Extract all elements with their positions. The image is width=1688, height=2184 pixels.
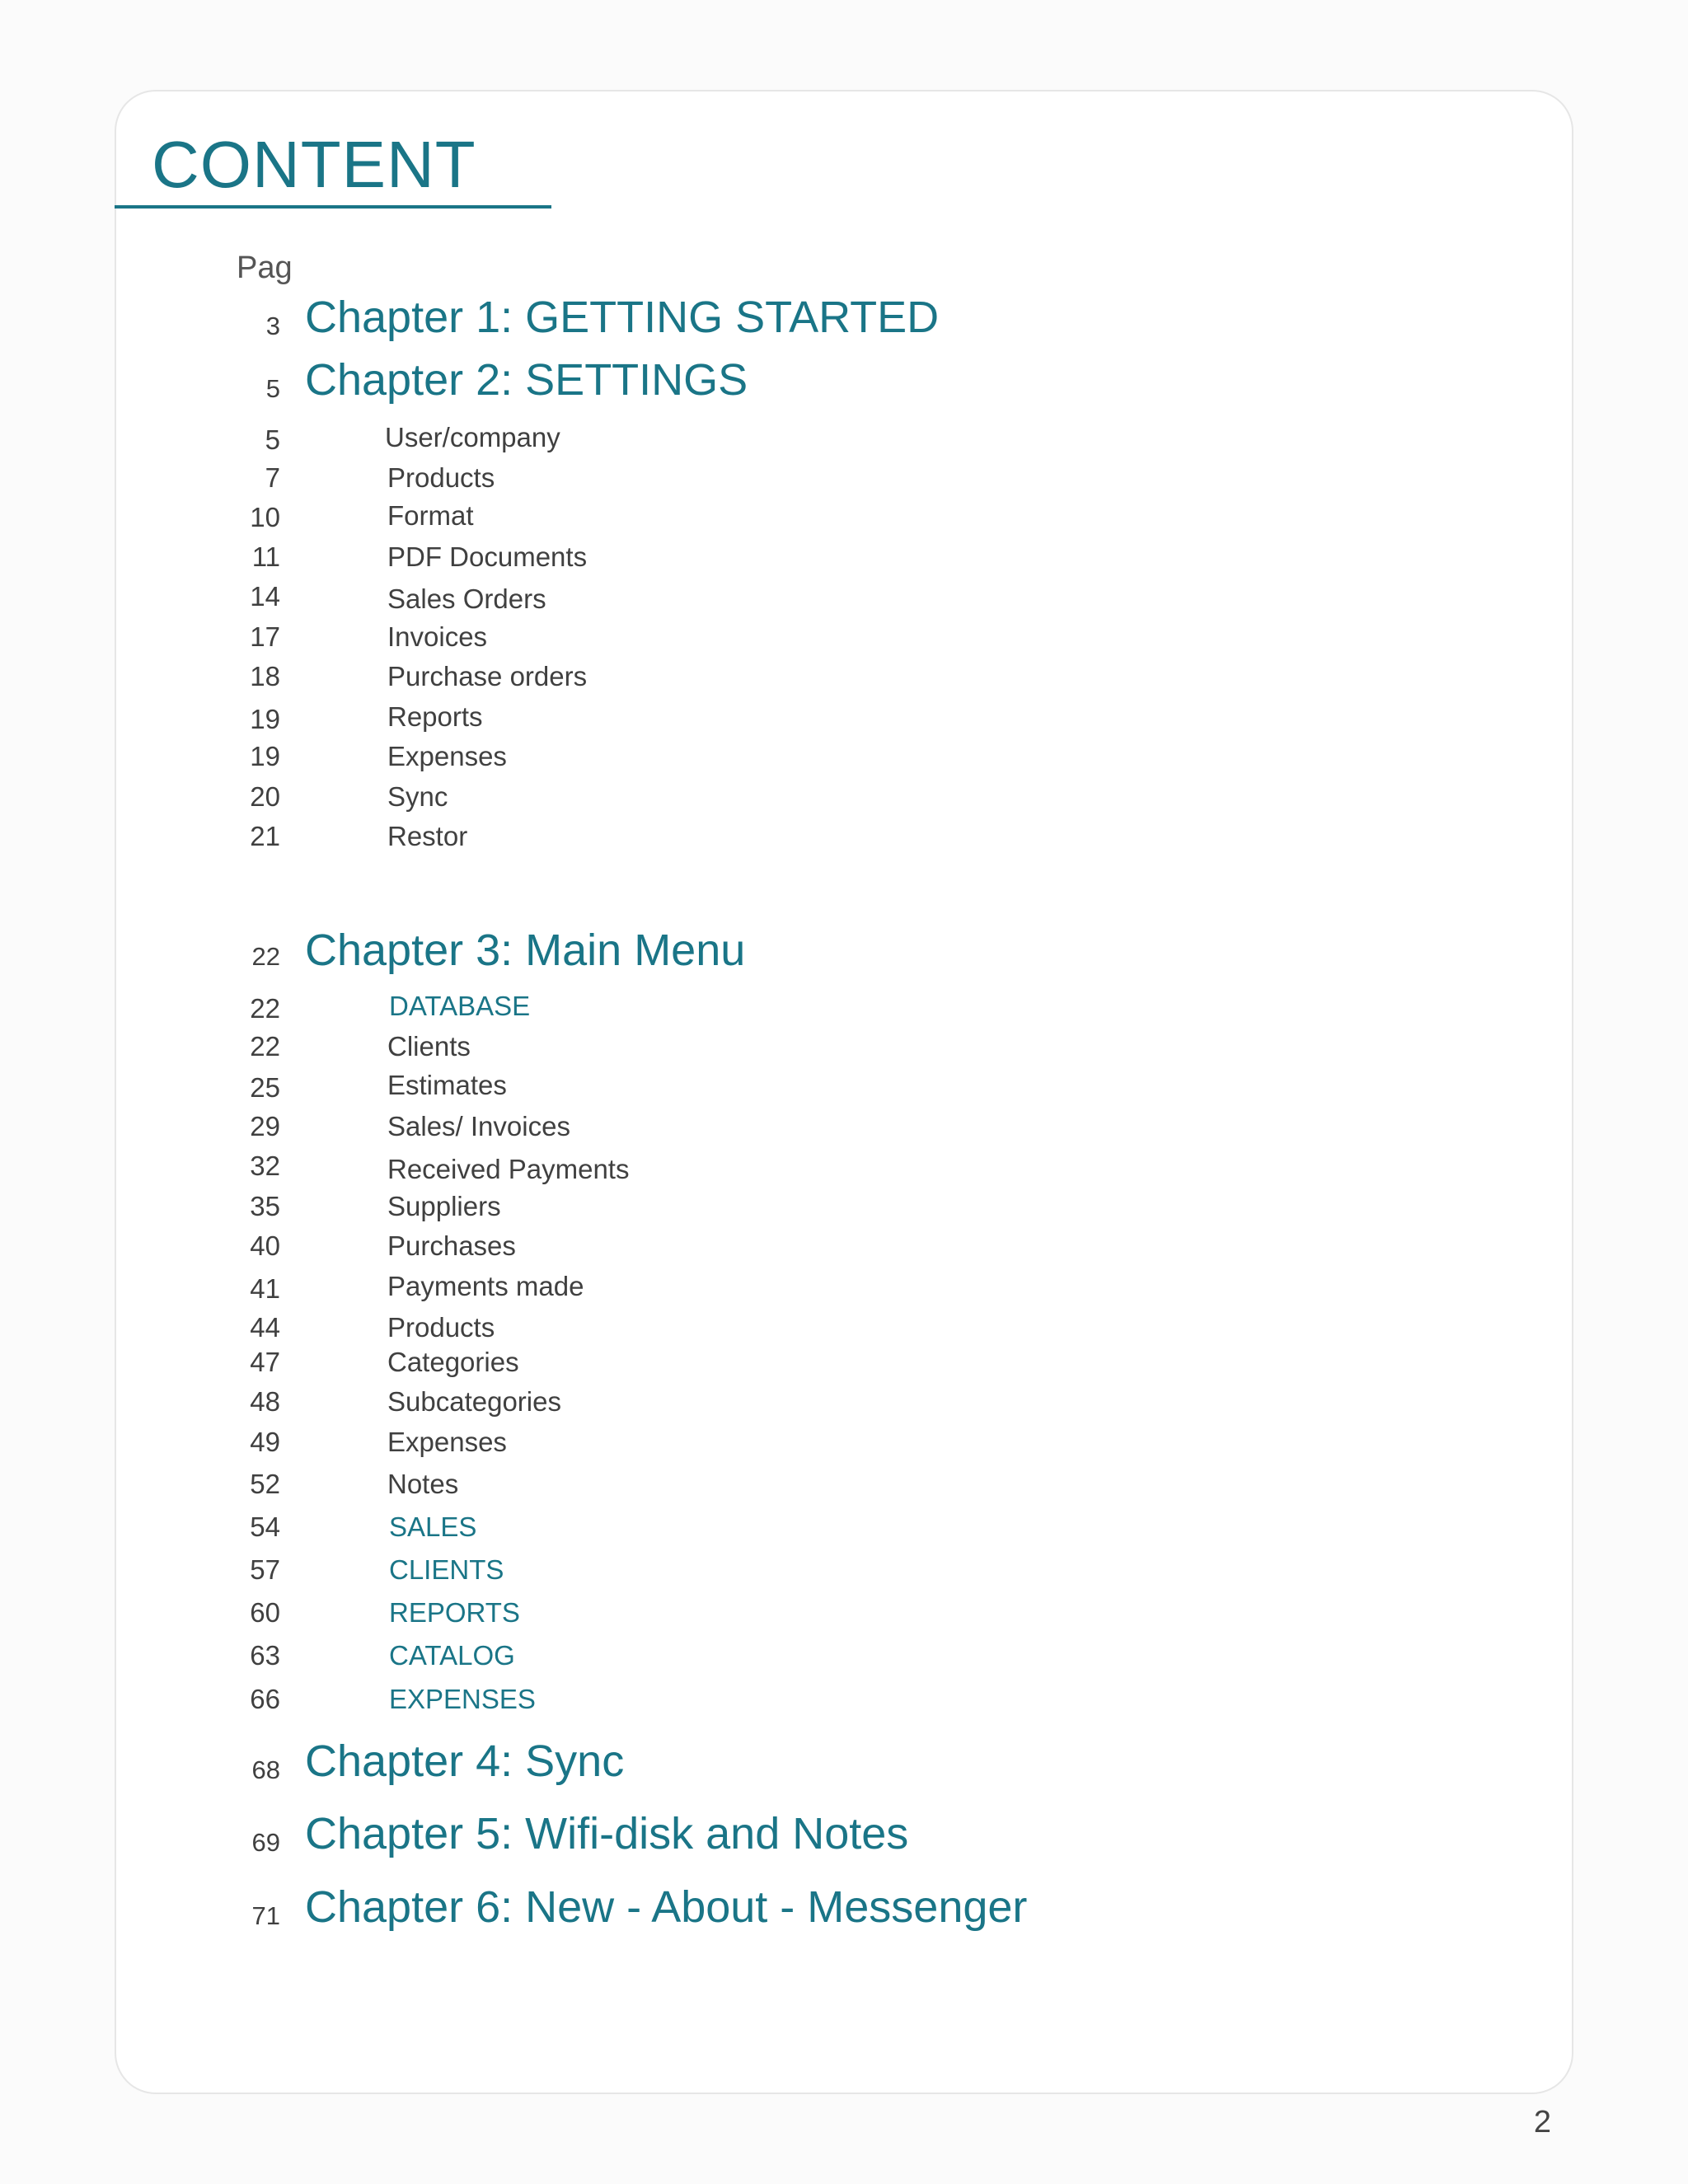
toc-item-title: Invoices — [387, 621, 488, 652]
toc-item-title: Estimates — [387, 1070, 507, 1100]
toc-page-number: 69 — [251, 1828, 280, 1857]
toc-item-title: PDF Documents — [387, 541, 588, 572]
toc-item-title: Reports — [387, 701, 483, 732]
toc-section-title: SALES — [389, 1511, 477, 1542]
toc-page-number: 5 — [265, 374, 280, 403]
toc-page-number: 40 — [250, 1230, 280, 1261]
page-number: 2 — [1533, 2105, 1551, 2139]
toc-item-title: User/company — [385, 422, 560, 452]
toc-page-number: 35 — [250, 1191, 280, 1221]
toc-item-title: Sales/ Invoices — [387, 1111, 570, 1141]
title-underline — [115, 205, 551, 209]
toc-page-number: 3 — [265, 312, 280, 340]
toc-page-number: 52 — [250, 1469, 280, 1499]
toc-item-title: Format — [387, 500, 474, 531]
toc-page-number: 71 — [251, 1901, 280, 1930]
toc-page-number: 29 — [250, 1111, 280, 1141]
toc-item-title: Sync — [387, 781, 448, 812]
toc-item-title: Suppliers — [387, 1191, 501, 1221]
toc-item-title: Restor — [387, 821, 468, 851]
toc-item-title: Payments made — [387, 1271, 584, 1301]
toc-page-number: 60 — [250, 1597, 280, 1628]
toc-page-number: 21 — [250, 821, 280, 851]
toc-page-number: 22 — [250, 1031, 280, 1062]
toc-page-number: 41 — [250, 1273, 280, 1304]
toc-page-number: 49 — [250, 1427, 280, 1457]
page-column-label: Pag — [237, 251, 293, 285]
toc-chapter-title: Chapter 4: Sync — [305, 1736, 625, 1786]
toc-page-number: 66 — [250, 1684, 280, 1714]
toc-page-number: 44 — [250, 1312, 280, 1343]
toc-page-number: 25 — [250, 1072, 280, 1103]
toc-page-number: 54 — [250, 1511, 280, 1542]
toc-page-number: 19 — [250, 704, 280, 734]
toc-page-number: 32 — [250, 1151, 280, 1181]
toc-page-number: 47 — [250, 1347, 280, 1377]
toc-item-title: Notes — [387, 1469, 459, 1499]
toc-item-title: Clients — [387, 1031, 471, 1062]
page-title: CONTENT — [152, 128, 476, 201]
toc-item-title: Received Payments — [387, 1154, 630, 1184]
toc-page-number: 18 — [250, 661, 280, 691]
toc-page-number: 10 — [250, 502, 280, 532]
toc-item-title: Categories — [387, 1347, 519, 1377]
toc-page-number: 20 — [250, 781, 280, 812]
toc-page-number: 57 — [250, 1554, 280, 1585]
toc-page-number: 5 — [265, 424, 280, 455]
toc-item-title: Purchases — [387, 1230, 516, 1261]
toc-page-number: 14 — [250, 581, 280, 612]
toc-page-number: 63 — [250, 1640, 280, 1671]
toc-chapter-title: Chapter 1: GETTING STARTED — [305, 293, 940, 342]
toc-section-title: EXPENSES — [389, 1684, 536, 1714]
toc-page-number: 22 — [251, 942, 280, 971]
toc-item-title: Subcategories — [387, 1386, 561, 1417]
toc-section-title: CLIENTS — [389, 1554, 504, 1585]
toc-chapter-title: Chapter 6: New - About - Messenger — [305, 1882, 1028, 1932]
toc-item-title: Expenses — [387, 1427, 507, 1457]
toc-chapter-title: Chapter 5: Wifi-disk and Notes — [305, 1809, 909, 1858]
toc-page-number: 48 — [250, 1386, 280, 1417]
toc-section-title: DATABASE — [389, 991, 531, 1021]
toc-item-title: Expenses — [387, 741, 507, 771]
toc-page-number: 17 — [250, 621, 280, 652]
toc-page-number: 22 — [250, 993, 280, 1024]
toc-page-number: 7 — [265, 462, 280, 493]
toc-item-title: Sales Orders — [387, 583, 546, 614]
toc-page-number: 11 — [251, 541, 280, 572]
toc-item-title: Purchase orders — [387, 661, 588, 691]
toc-chapter-title: Chapter 3: Main Menu — [305, 926, 746, 975]
toc-item-title: Products — [387, 1312, 495, 1343]
toc-page-number: 68 — [251, 1755, 280, 1784]
toc-chapter-title: Chapter 2: SETTINGS — [305, 355, 748, 405]
toc-section-title: CATALOG — [389, 1640, 515, 1671]
toc-item-title: Products — [387, 462, 495, 493]
toc-section-title: REPORTS — [389, 1597, 520, 1628]
toc-page-number: 19 — [250, 741, 280, 771]
